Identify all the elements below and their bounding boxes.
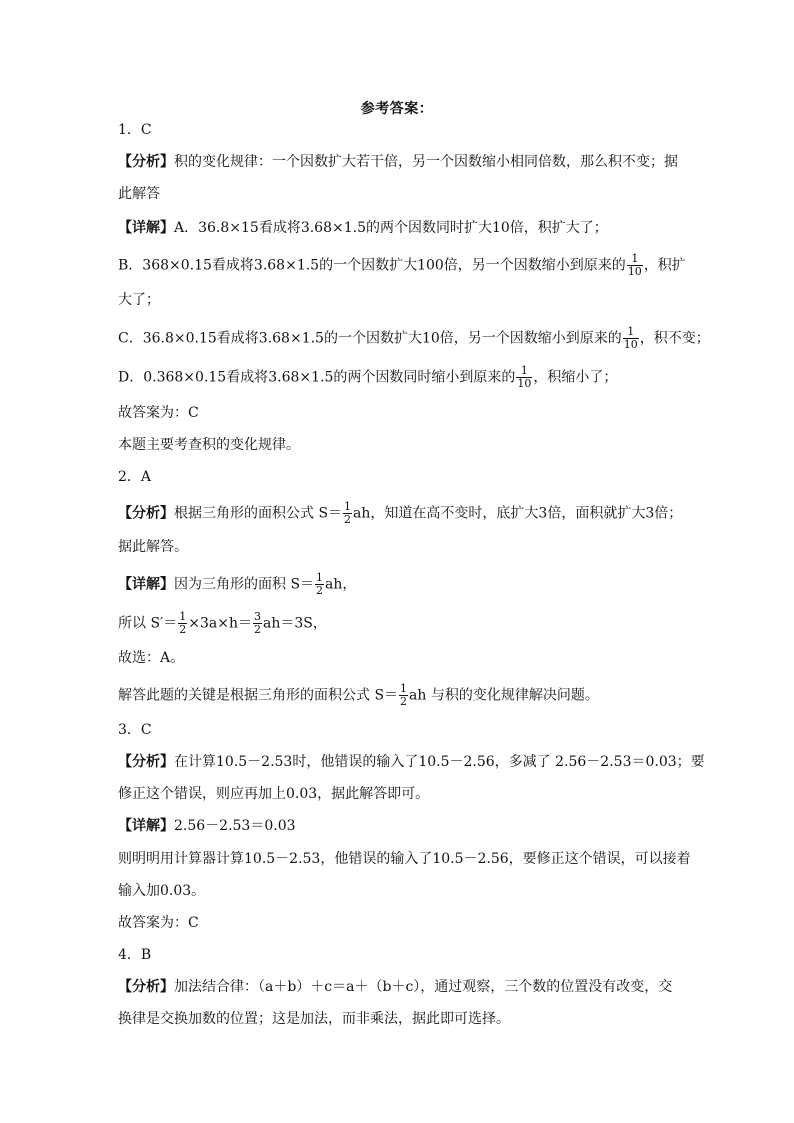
q1-analysis-tag: 【分析】 xyxy=(118,154,174,170)
q2-answer: 故选：A。 xyxy=(118,650,185,666)
q3-answer: 故答案为：C xyxy=(118,915,199,931)
q1-detail-line-a xyxy=(118,218,608,238)
q3-detail-line-1: 【详解】2.56－2.53＝0.03 xyxy=(118,818,296,834)
q3-analysis-tag: 【分析】 xyxy=(118,754,174,770)
q3-number: 3．C xyxy=(118,722,152,738)
q1-detail-tag: 【详解】 xyxy=(118,220,174,236)
q1-analysis-line-1 xyxy=(118,152,678,172)
q2-fraction-one-half: $\frac{1}{2}$ xyxy=(400,682,408,708)
q1-option-c: C．36.8×0.15看成将3.68×1.5的一个因数扩大10倍，另一个因数缩小到原来的 xyxy=(118,330,622,347)
q4-analysis-tag: 【分析】 xyxy=(118,979,174,995)
q1-option-d: D．0.368×0.15看成将3.68×1.5的两个因数同时缩小到原来的 xyxy=(118,369,516,386)
q1-number: 1．C xyxy=(118,122,152,138)
q2-detail-line-2: 所以 S′＝ $\frac{1}{2}$ ×3a×h＝ $\frac{3}{2}$ ah＝3S， xyxy=(118,610,327,636)
q1-option-b: B．368×0.15看成将3.68×1.5的一个因数扩大100倍，另一个因数缩小到原来的 xyxy=(118,257,626,274)
q2-analysis-line-1: 【分析】根据三角形的面积公式 S＝ $\frac{1}{2}$ ah，知道在高不变时，底扩大3倍，面积就扩大3倍； xyxy=(118,500,683,526)
q1-detail-line-c: C．36.8×0.15看成将3.68×1.5的一个因数扩大10倍，另一个因数缩小到原来的 $\frac{1}{10}$ ，积不变； xyxy=(118,325,710,351)
q2-number: 2．A xyxy=(118,469,152,485)
q2-summary: 解答此题的关键是根据三角形的面积公式 S＝ $\frac{1}{2}$ ah 与积的变化规律解决问题。 xyxy=(118,682,599,708)
q1-analysis-text-1: 积的变化规律：一个因数扩大若干倍，另一个因数缩小相同倍数，那么积不变；据 xyxy=(174,154,678,170)
q1-fraction-one-tenth: $\frac{1}{10}$ xyxy=(623,325,638,351)
q1-summary: 本题主要考查积的变化规律。 xyxy=(118,437,300,453)
q1-option-a: A．36.8×15看成将3.68×1.5的两个因数同时扩大10倍，积扩大了； xyxy=(174,220,608,236)
q4-analysis-line-1: 【分析】加法结合律：（a＋b）＋c＝a＋（b＋c），通过观察，三个数的位置没有改变，交 xyxy=(118,979,673,995)
q2-fraction-one-half: $\frac{1}{2}$ xyxy=(344,500,352,526)
q4-analysis-line-2: 换律是交换加数的位置；这是加法，而非乘法，据此即可选择。 xyxy=(118,1011,510,1027)
q1-fraction-one-tenth: $\frac{1}{10}$ xyxy=(627,252,642,278)
q2-detail-tag: 【详解】 xyxy=(118,576,174,593)
q2-fraction-one-half: $\frac{1}{2}$ xyxy=(179,610,187,636)
q1-detail-line-d: D．0.368×0.15看成将3.68×1.5的两个因数同时缩小到原来的 $\frac{1}{10}$ ，积缩小了； xyxy=(118,364,618,390)
q3-detail-tag: 【详解】 xyxy=(118,818,174,834)
q1-answer: 故答案为：C xyxy=(118,405,199,421)
q2-fraction-three-halves: $\frac{3}{2}$ xyxy=(253,610,261,636)
q1-analysis-line-2: 此解答 xyxy=(118,186,160,202)
q3-detail-line-3: 输入加0.03。 xyxy=(118,883,206,899)
q3-analysis-line-1: 【分析】在计算10.5－2.53时，他错误的输入了10.5－2.56，多减了 2.56－2.53＝0.03；要 xyxy=(118,754,705,770)
q3-analysis-line-2: 修正这个错误，则应再加上0.03，据此解答即可。 xyxy=(118,786,430,802)
q3-detail-line-2: 则明明用计算器计算10.5－2.53，他错误的输入了10.5－2.56，要修正这个错误，可以接着 xyxy=(118,851,691,867)
q1-detail-line-b2: 大了； xyxy=(118,292,160,308)
q2-analysis-line-2: 据此解答。 xyxy=(118,539,188,555)
q2-analysis-tag: 【分析】 xyxy=(118,505,174,522)
q1-fraction-one-tenth: $\frac{1}{10}$ xyxy=(517,364,532,390)
q2-detail-line-1: 【详解】因为三角形的面积 S＝ $\frac{1}{2}$ ah， xyxy=(118,571,357,597)
page-title: 参考答案： xyxy=(360,101,434,117)
q2-fraction-one-half: $\frac{1}{2}$ xyxy=(316,571,324,597)
q1-detail-line-b: B．368×0.15看成将3.68×1.5的一个因数扩大100倍，另一个因数缩小到原来的 $\frac{1}{10}$ ，积扩 xyxy=(118,252,686,278)
q4-number: 4．B xyxy=(118,947,152,963)
